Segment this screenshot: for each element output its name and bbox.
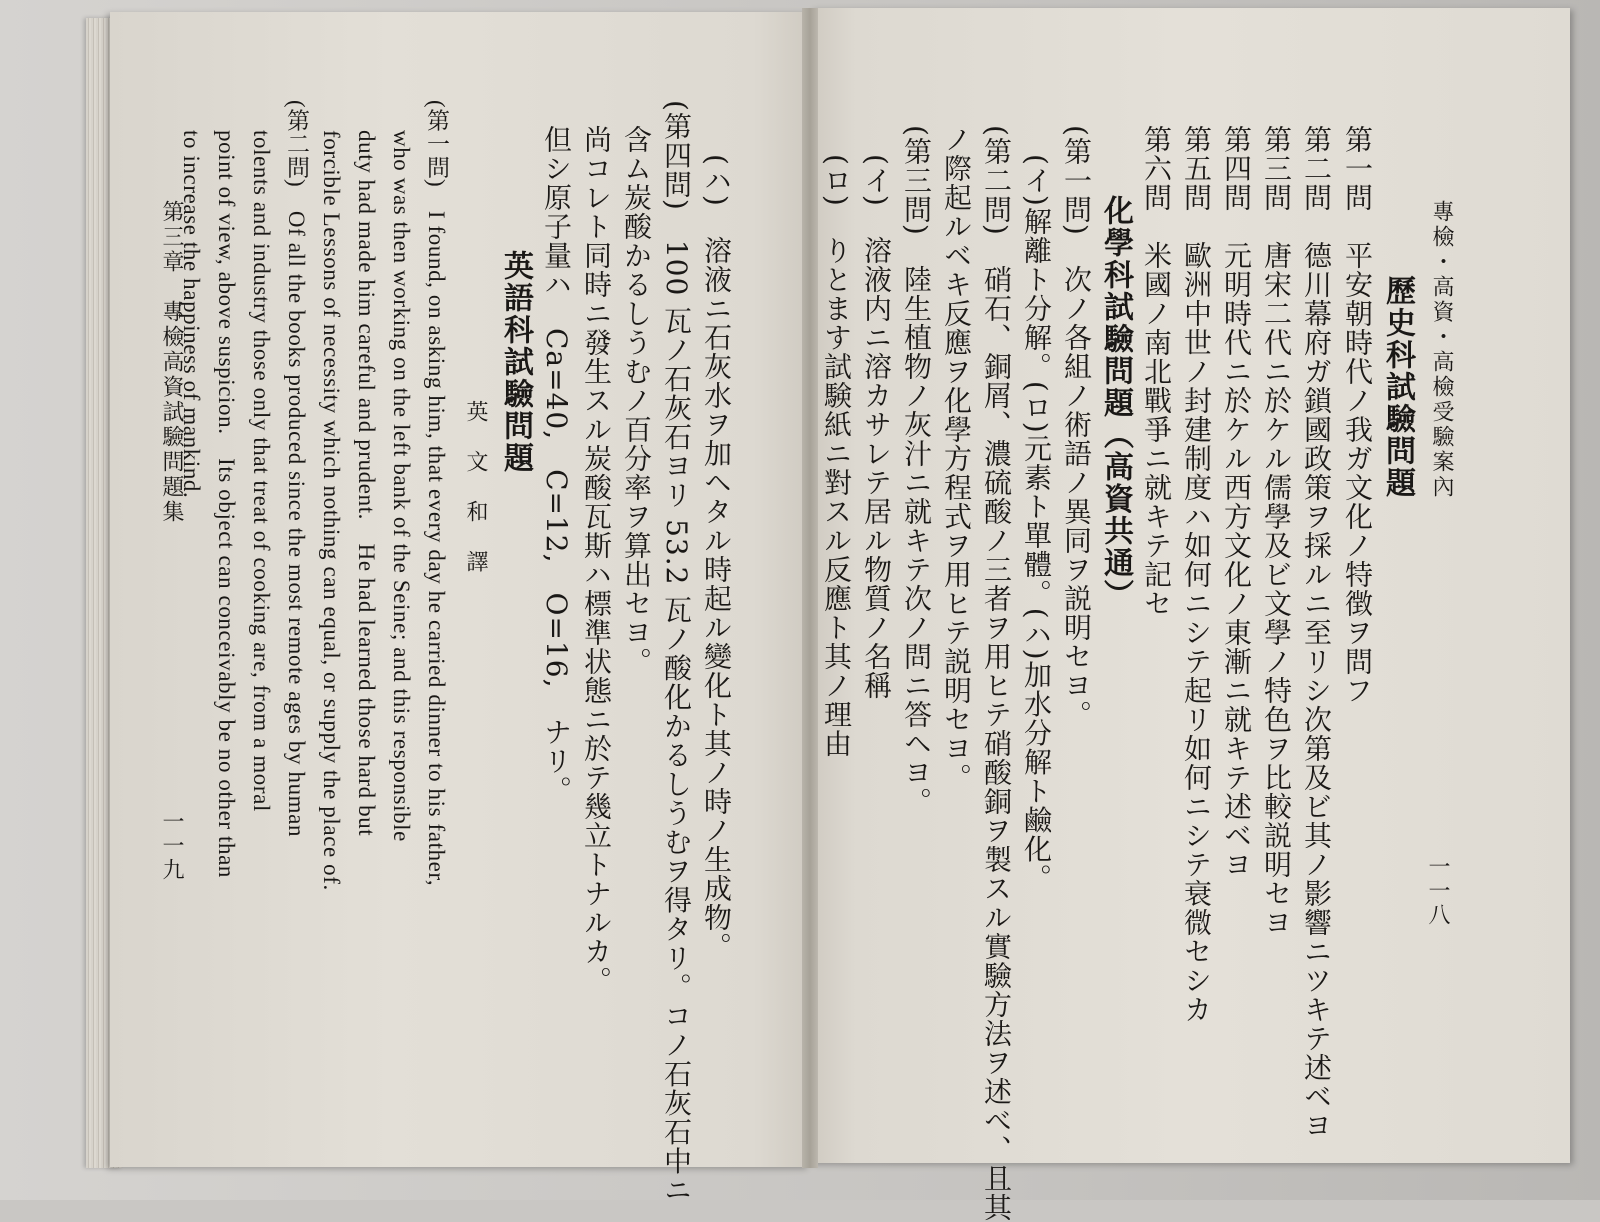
- chemistry-line: (第二問) 硝石、銅屑、濃硫酸ノ三者ヲ用ヒテ硝酸銅ヲ製スル實驗方法ヲ述べ、且其: [980, 125, 1013, 1222]
- chemistry-line: (ロ) りとます試験紙ニ對スル反應ト其ノ理由: [820, 125, 853, 758]
- history-question: 第二問 德川幕府ガ鎖國政策ヲ採ルニ至リシ次第及ビ其ノ影響ニツキテ述ベヨ: [1300, 125, 1333, 1140]
- history-question: 第三問 唐宋二代ニ於ケル儒學及ビ文學ノ特色ヲ比較説明セヨ: [1260, 125, 1293, 937]
- book-gutter: [802, 8, 818, 1168]
- english-line: duty had made him careful and prudent. He had learned those hard but: [354, 130, 379, 837]
- english-heading: 英語科試驗問題: [498, 250, 533, 474]
- chemistry-heading: 化學科試驗問題（高資共通）: [1098, 195, 1133, 611]
- chemistry-cont-line: (ハ) 溶液ニ石灰水ヲ加ヘタル時起ル變化ト其ノ時ノ生成物。: [700, 125, 733, 961]
- english-line: to increase the happiness of mankind.: [179, 130, 204, 499]
- history-question: 第六問 米國ノ南北戰爭ニ就キテ記セ: [1140, 125, 1173, 618]
- page-number-left: 一一九: [159, 810, 184, 882]
- chemistry-line: (第一問) 次ノ各組ノ術語ノ異同ヲ説明セヨ。: [1060, 125, 1093, 729]
- history-question: 第四問 元明時代ニ於ケル西方文化ノ東漸ニ就キテ述ベヨ: [1220, 125, 1253, 879]
- page-footer: 第三章 專檢高資試驗問題集: [159, 200, 184, 525]
- english-line: forcible Lessons of necessity which nothing can equal, or supply the place of.: [319, 130, 344, 891]
- chemistry-cont-line: 含ム炭酸かるしうむノ百分率ヲ算出セヨ。: [620, 125, 653, 676]
- chemistry-cont-line: (第四問) 100 瓦ノ石灰石ヨリ 53.2 瓦ノ酸化かるしうむヲ得タリ。コノ石灰石中ニ: [660, 100, 693, 1205]
- english-line: (第二問) Of all the books produced since the most remote ages by human: [284, 100, 309, 838]
- history-heading: 歷史科試驗問題: [1380, 275, 1415, 499]
- chemistry-line: (イ) 溶液内ニ溶カサレテ居ル物質ノ名稱: [860, 125, 893, 700]
- chemistry-line: (第三問) 陸生植物ノ灰汁ニ就キテ次ノ問ニ答ヘヨ。: [900, 125, 933, 816]
- page-number-right: 一一八: [1425, 855, 1450, 927]
- chemistry-line: ノ際起ルベキ反應ヲ化學方程式ヲ用ヒテ説明セヨ。: [940, 125, 973, 792]
- history-question: 第五問 歐洲中世ノ封建制度ハ如何ニシテ起リ如何ニシテ衰微セシカ: [1180, 125, 1213, 1024]
- running-head: 專檢・高資・高檢受驗案內: [1429, 200, 1454, 500]
- chemistry-cont-line: 尚コレト同時ニ發生スル炭酸瓦斯ハ標準状態ニ於テ幾立トナルカ。: [580, 125, 613, 995]
- chemistry-line: (イ)解離ト分解。(ロ)元素ト單體。(ハ)加水分解ト鹼化。: [1020, 125, 1053, 893]
- chemistry-cont-line: 但シ原子量ハ Ca=40, C=12, O=16, ナリ。: [540, 125, 573, 805]
- history-question: 第一問 平安朝時代ノ我ガ文化ノ特徴ヲ問フ: [1341, 125, 1374, 705]
- english-line: point of view, above suspicion. Its object can conceivably be no other than: [214, 130, 239, 879]
- english-line: tolents and industry those only that treat of cooking are, from a moral: [249, 130, 274, 812]
- english-line: (第一問) I found, on asking him, that every day he carried dinner to his father,: [424, 100, 449, 887]
- english-line: who was then working on the left bank of the Seine; and this responsible: [389, 130, 414, 842]
- english-subheading: 英 文 和 譯: [463, 400, 488, 575]
